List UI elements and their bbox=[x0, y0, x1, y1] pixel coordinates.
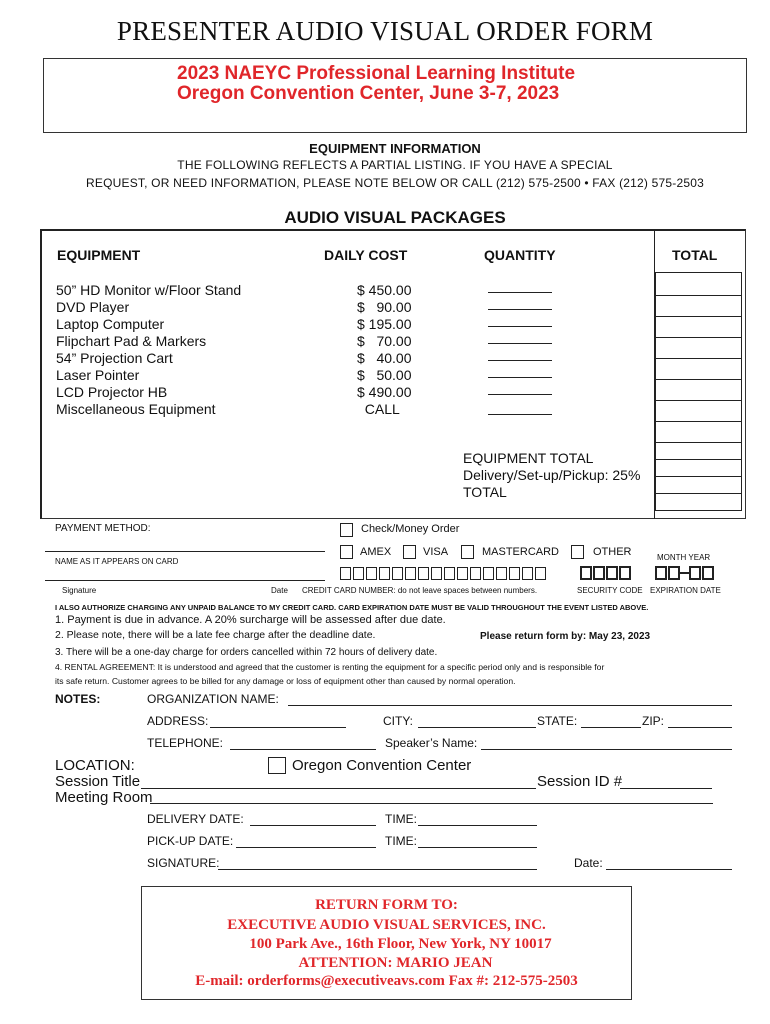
quantity-field[interactable] bbox=[488, 309, 552, 310]
check-money-order-label: Check/Money Order bbox=[361, 523, 460, 535]
return-contact: E-mail: orderforms@executiveavs.com Fax #: 212-575-2503 bbox=[195, 973, 578, 989]
delivery-label: Delivery/Set-up/Pickup: 25% bbox=[463, 467, 641, 483]
security-code-label: SECURITY CODE bbox=[577, 586, 643, 595]
equipment-total-cell[interactable] bbox=[655, 460, 742, 477]
packages-heading: AUDIO VISUAL PACKAGES bbox=[284, 208, 506, 227]
delivery-date-label: DELIVERY DATE: bbox=[147, 812, 244, 826]
delivery-total-cell[interactable] bbox=[655, 477, 742, 494]
session-title-field[interactable] bbox=[141, 788, 536, 789]
quantity-field[interactable] bbox=[488, 394, 552, 395]
grand-total-cell[interactable] bbox=[655, 494, 742, 511]
quantity-field[interactable] bbox=[488, 343, 552, 344]
card-number-boxes[interactable] bbox=[340, 567, 546, 580]
date-field[interactable] bbox=[606, 869, 732, 870]
pickup-time-label: TIME: bbox=[385, 834, 417, 848]
col-daily-cost: DAILY COST bbox=[324, 247, 408, 263]
city-field[interactable] bbox=[418, 727, 536, 728]
return-address: 100 Park Ave., 16th Floor, New York, NY 10017 bbox=[249, 936, 552, 952]
term-2: 2. Please note, there will be a late fee charge after the deadline date. bbox=[55, 629, 376, 641]
quantity-field[interactable] bbox=[488, 326, 552, 327]
meeting-room-label: Meeting Room bbox=[55, 789, 153, 806]
equipment-total-label: EQUIPMENT TOTAL bbox=[463, 450, 594, 466]
event-title: 2023 NAEYC Professional Learning Institute bbox=[177, 63, 576, 84]
meeting-room-field[interactable] bbox=[150, 803, 713, 804]
term-1: 1. Payment is due in advance. A 20% surcharge will be assessed after due date. bbox=[55, 614, 446, 626]
col-quantity: QUANTITY bbox=[484, 247, 556, 263]
zip-label: ZIP: bbox=[642, 714, 665, 728]
item-cost: $ 90.00 bbox=[357, 299, 412, 315]
return-attention: ATTENTION: MARIO JEAN bbox=[298, 955, 493, 971]
card-name-line bbox=[45, 551, 325, 552]
total-cell[interactable] bbox=[655, 422, 742, 443]
equipment-info-text-1: THE FOLLOWING REFLECTS A PARTIAL LISTING. IF YOU HAVE A SPECIAL bbox=[177, 158, 613, 172]
item-name: Miscellaneous Equipment bbox=[56, 401, 216, 417]
organization-name-label: ORGANIZATION NAME: bbox=[147, 692, 279, 706]
total-cell[interactable] bbox=[655, 359, 742, 380]
return-heading: RETURN FORM TO: bbox=[315, 897, 458, 913]
speaker-name-label: Speaker’s Name: bbox=[385, 736, 478, 750]
authorize-statement: I ALSO AUTHORIZE CHARGING ANY UNPAID BALANCE TO MY CREDIT CARD. CARD EXPIRATION DATE MUST BE VALID THROUGHOUT THE EVENT LISTED ABOVE. bbox=[55, 603, 649, 612]
other-checkbox[interactable] bbox=[571, 545, 584, 559]
term-4-line-1: 4. RENTAL AGREEMENT: It is understood and agreed that the customer is renting the equipment for a specific period only and is responsible for bbox=[55, 662, 605, 672]
form-title: PRESENTER AUDIO VISUAL ORDER FORM bbox=[116, 16, 654, 46]
signature-line bbox=[45, 580, 325, 581]
item-name: Laser Pointer bbox=[56, 367, 140, 383]
date-label-bottom: Date: bbox=[574, 856, 603, 870]
item-cost: $ 50.00 bbox=[357, 367, 412, 383]
col-total: TOTAL bbox=[672, 247, 718, 263]
organization-name-field[interactable] bbox=[288, 705, 732, 706]
equipment-info-heading: EQUIPMENT INFORMATION bbox=[309, 141, 481, 156]
pickup-time-field[interactable] bbox=[418, 847, 537, 848]
item-name: Laptop Computer bbox=[56, 316, 165, 332]
return-company: EXECUTIVE AUDIO VISUAL SERVICES, INC. bbox=[227, 917, 546, 933]
item-name: DVD Player bbox=[56, 299, 130, 315]
term-4-line-2: its safe return. Customer agrees to be billed for any damage or loss of equipment other than caused by normal operation. bbox=[55, 676, 516, 686]
month-year-label: MONTH YEAR bbox=[657, 553, 711, 562]
signature-label: Signature bbox=[62, 586, 97, 595]
item-name: LCD Projector HB bbox=[56, 384, 168, 400]
session-id-field[interactable] bbox=[620, 788, 712, 789]
address-label: ADDRESS: bbox=[147, 714, 209, 728]
item-name: 50” HD Monitor w/Floor Stand bbox=[56, 282, 242, 298]
payment-method-label: PAYMENT METHOD: bbox=[55, 523, 151, 534]
pickup-date-label: PICK-UP DATE: bbox=[147, 834, 234, 848]
amex-label: AMEX bbox=[360, 546, 392, 558]
session-title-label: Session Title bbox=[55, 773, 141, 790]
pickup-date-field[interactable] bbox=[236, 847, 376, 848]
item-cost: $ 40.00 bbox=[357, 350, 412, 366]
return-by-date: Please return form by: May 23, 2023 bbox=[480, 631, 651, 642]
city-label: CITY: bbox=[383, 714, 414, 728]
speaker-name-field[interactable] bbox=[481, 749, 732, 750]
quantity-field[interactable] bbox=[488, 414, 552, 415]
security-code-boxes[interactable] bbox=[580, 566, 631, 580]
name-on-card-label: NAME AS IT APPEARS ON CARD bbox=[55, 557, 179, 566]
item-cost: CALL bbox=[357, 401, 400, 417]
zip-field[interactable] bbox=[668, 727, 732, 728]
item-cost: $ 70.00 bbox=[357, 333, 412, 349]
total-cell[interactable] bbox=[655, 317, 742, 338]
state-field[interactable] bbox=[581, 727, 641, 728]
col-equipment: EQUIPMENT bbox=[57, 247, 141, 263]
total-cell[interactable] bbox=[655, 338, 742, 359]
total-cell[interactable] bbox=[655, 380, 742, 401]
total-cell[interactable] bbox=[655, 296, 742, 317]
telephone-field[interactable] bbox=[230, 749, 376, 750]
signature-label-bottom: SIGNATURE: bbox=[147, 856, 220, 870]
venue-label: Oregon Convention Center bbox=[292, 757, 472, 774]
session-id-label: Session ID # bbox=[537, 773, 623, 790]
item-name: Flipchart Pad & Markers bbox=[56, 333, 207, 349]
state-label: STATE: bbox=[537, 714, 578, 728]
amex-checkbox[interactable] bbox=[340, 545, 353, 559]
telephone-label: TELEPHONE: bbox=[147, 736, 224, 750]
oregon-convention-center-checkbox[interactable] bbox=[268, 757, 286, 774]
mastercard-checkbox[interactable] bbox=[461, 545, 474, 559]
total-cell[interactable] bbox=[655, 443, 742, 460]
visa-label: VISA bbox=[423, 546, 449, 558]
term-3: 3. There will be a one-day charge for orders cancelled within 72 hours of delivery date. bbox=[55, 647, 438, 658]
address-field[interactable] bbox=[210, 727, 346, 728]
item-cost: $ 195.00 bbox=[357, 316, 412, 332]
expiration-date-label: EXPIRATION DATE bbox=[650, 586, 721, 595]
quantity-field[interactable] bbox=[488, 292, 552, 293]
delivery-date-field[interactable] bbox=[250, 825, 376, 826]
quantity-field[interactable] bbox=[488, 360, 552, 361]
total-cell[interactable] bbox=[655, 401, 742, 422]
item-cost: $ 450.00 bbox=[357, 282, 412, 298]
notes-label: NOTES: bbox=[55, 692, 101, 706]
visa-checkbox[interactable] bbox=[403, 545, 416, 559]
delivery-time-label: TIME: bbox=[385, 812, 417, 826]
date-label: Date bbox=[271, 586, 288, 595]
signature-field[interactable] bbox=[218, 869, 537, 870]
total-cell[interactable] bbox=[655, 272, 742, 296]
item-cost: $ 490.00 bbox=[357, 384, 412, 400]
other-label: OTHER bbox=[593, 546, 632, 558]
equipment-info-text-2: REQUEST, OR NEED INFORMATION, PLEASE NOTE BELOW OR CALL (212) 575-2500 • FAX (212) 575-2503 bbox=[86, 176, 704, 190]
item-name: 54” Projection Cart bbox=[56, 350, 173, 366]
grand-total-label: TOTAL bbox=[463, 484, 507, 500]
delivery-time-field[interactable] bbox=[418, 825, 537, 826]
location-label: LOCATION: bbox=[55, 757, 135, 774]
expiration-boxes[interactable] bbox=[655, 566, 714, 580]
quantity-field[interactable] bbox=[488, 377, 552, 378]
mastercard-label: MASTERCARD bbox=[482, 546, 560, 558]
card-number-label: CREDIT CARD NUMBER: do not leave spaces between numbers. bbox=[302, 586, 538, 595]
check-money-order-checkbox[interactable] bbox=[340, 523, 353, 537]
event-venue-dates: Oregon Convention Center, June 3-7, 2023 bbox=[177, 83, 560, 104]
